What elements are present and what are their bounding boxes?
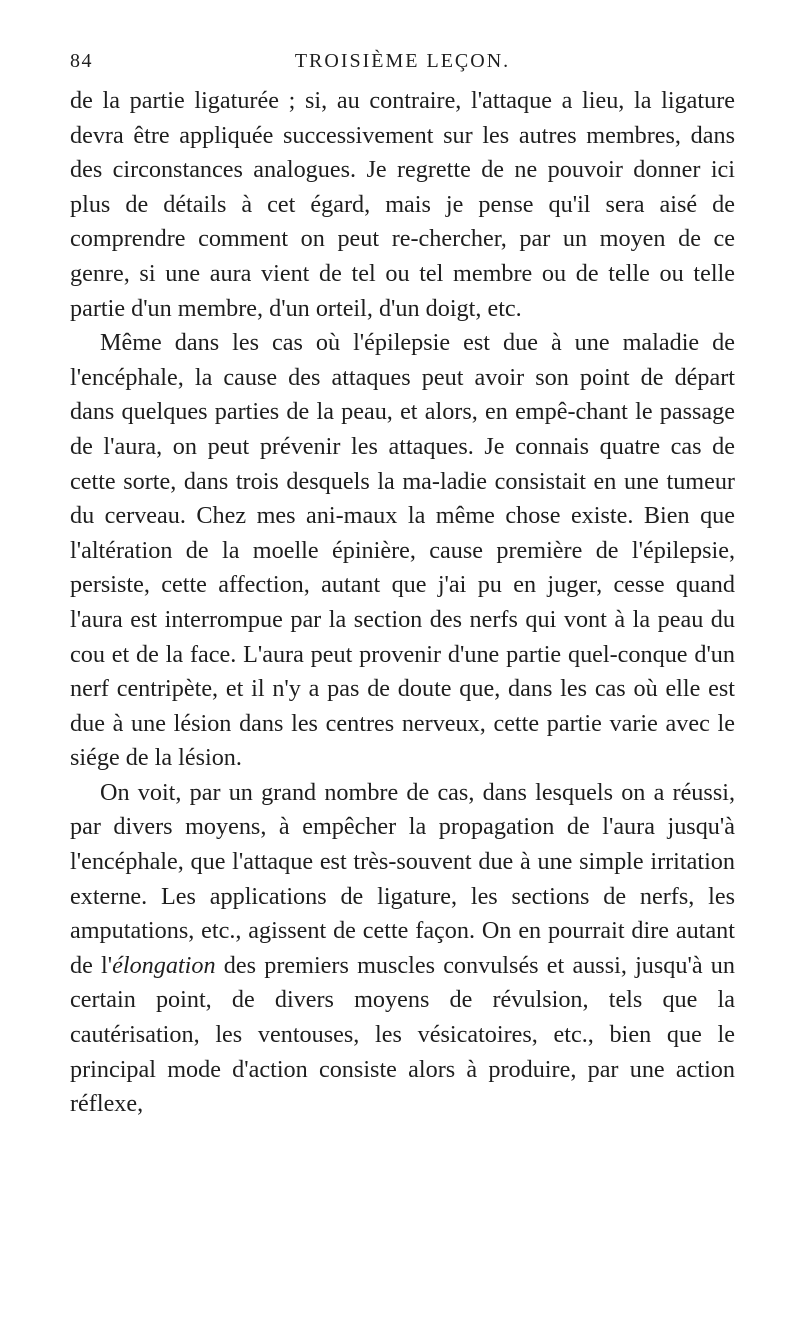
paragraph-3-text-start: On voit, par un grand nombre de cas, dans lesquels on a réussi, par divers moyens, à empêcher la propagation de l'aura jusqu'à l'encéphale, que l'attaque est très-souvent due à une simple irritation externe. Les applications de ligature, les sections de nerfs, les amputations, etc., agissent de cette façon. On en pourrait dire autant de l' bbox=[70, 778, 735, 979]
body-text bbox=[70, 84, 735, 1122]
paragraph-3 bbox=[70, 776, 735, 1122]
paragraph-2: Même dans les cas où l'épilepsie est due à une maladie de l'encéphale, la cause des attaques peut avoir son point de départ dans quelques parties de la peau, et alors, en empê-chant le passage de l'aura, on peut prévenir les attaques. Je connais quatre cas de cette sorte, dans trois desquels la ma-ladie consistait en une tumeur du cerveau. Chez mes ani-maux la même chose existe. Bien que l'altération de la moelle épinière, cause première de l'épilepsie, persiste, cette affection, autant que j'ai pu en juger, cesse quand l'aura est interrompue par la section des nerfs qui vont à la peau du cou et de la face. L'aura peut provenir d'une partie quel-conque d'un nerf centripète, et il n'y a pas de doute que, dans les cas où elle est due à une lésion dans les centres nerveux, cette partie varie avec le siége de la lésion. bbox=[70, 329, 735, 772]
running-head bbox=[70, 50, 735, 82]
book-page bbox=[70, 50, 735, 1122]
running-title: TROISIÈME LEÇON. bbox=[294, 50, 511, 72]
paragraph-1: de la partie ligaturée ; si, au contraire, l'attaque a lieu, la ligature devra être appliquée successivement sur les autres membres, dans des circonstances analogues. Je regrette de ne pouvoir donner ici plus de détails à cet égard, mais je pense qu'il sera aisé de comprendre comment on peut re-chercher, par un moyen de ce genre, si une aura vient de tel ou tel membre ou de telle ou telle partie d'un membre, d'un orteil, d'un doigt, etc. bbox=[70, 87, 735, 322]
page-number: 84 bbox=[70, 50, 93, 72]
paragraph-3-text-end: des premiers muscles convulsés et aussi, jusqu'à un certain point, de divers moyens de révulsion, tels que la cautérisation, les ventouses, les vésicatoires, etc., bien que le principal mode d'action consiste alors à produire, par une action réflexe, bbox=[70, 951, 735, 1118]
italic-term: élongation bbox=[112, 951, 216, 979]
